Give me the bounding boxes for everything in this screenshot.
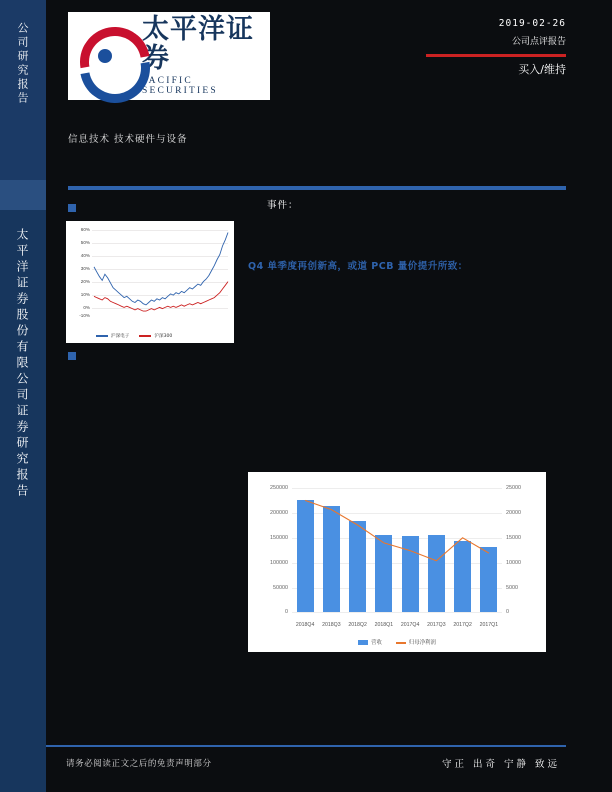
chart2-x-label: 2017Q3 (427, 622, 446, 628)
chart2-ytick-right-1: 5000 (506, 585, 518, 591)
sidebar-bottom-label: 太平洋证券股份有限公司证券研究报告 (15, 228, 29, 500)
chart2-x-label: 2018Q1 (374, 622, 394, 628)
chart2-legend (248, 638, 546, 646)
report-date: 2019-02-26 (498, 18, 566, 29)
chart2-bar (480, 547, 497, 613)
chart2-ytick-right-0: 0 (506, 609, 509, 615)
divider-blue-footer (46, 745, 566, 747)
chart1-legend-item-1: 沪深300 (139, 333, 172, 339)
chart1-ytick-6: 0% (83, 305, 90, 310)
chart2-ytick-left-0: 0 (285, 609, 288, 615)
chart2-legend-item-1: 归母净利润 (396, 638, 436, 646)
chart1-ytick-1: 50% (80, 240, 90, 245)
chart2-ytick-left-5: 250000 (270, 485, 288, 491)
left-sidebar (0, 0, 46, 792)
rating-badge: 买入/维持 (518, 63, 566, 76)
chart2-ytick-left-3: 150000 (270, 535, 288, 541)
chart2-bars (292, 484, 502, 612)
chart2-bar (323, 506, 340, 612)
chart2-legend-item-0: 营收 (358, 638, 382, 646)
chart2-x-label: 2017Q2 (453, 622, 472, 628)
chart2-x-label: 2018Q2 (348, 622, 367, 628)
chart2-ytick-left-2: 100000 (270, 560, 288, 566)
chart2-bar (402, 536, 419, 612)
chart2-bar (349, 521, 366, 612)
chart2-x-label: 2018Q3 (322, 622, 341, 628)
chart2-ytick-right-2: 10000 (506, 560, 521, 566)
chart1-ytick-0: 60% (80, 227, 90, 232)
divider-blue-top (68, 186, 566, 190)
chart2-bar (454, 541, 471, 612)
chart2-bar (375, 535, 392, 612)
chart1-ytick-5: 10% (80, 292, 90, 297)
chart2-x-label: 2018Q4 (295, 622, 315, 628)
chart1-ytick-3: 30% (80, 266, 90, 271)
chart2-ytick-right-4: 20000 (506, 510, 521, 516)
industry-label: 信息技术 技术硬件与设备 (68, 134, 188, 145)
chart2-bar (428, 535, 445, 612)
logo-chinese-name: 太平洋证券 (142, 14, 254, 74)
chart-revenue-profit (248, 472, 546, 652)
footer-slogan: 守正 出奇 宁静 致远 (441, 759, 560, 770)
section-bullet-1 (68, 204, 76, 212)
chart1-series-svg (66, 221, 234, 343)
chart1-ytick-2: 40% (80, 253, 90, 258)
chart2-ytick-right-3: 15000 (506, 535, 521, 541)
divider-red (426, 54, 566, 57)
chart2-ytick-right-5: 25000 (506, 485, 521, 491)
chart2-x-label: 2017Q4 (400, 622, 420, 628)
pacific-securities-mark-icon (76, 25, 136, 87)
chart2-ytick-left-1: 50000 (273, 585, 288, 591)
report-meta (426, 18, 566, 77)
chart2-x-categories (292, 622, 502, 628)
chart2-bar (297, 500, 314, 612)
chart2-x-label: 2017Q1 (479, 622, 499, 628)
report-kind: 公司点评报告 (511, 37, 566, 47)
sidebar-band-accent (0, 180, 46, 210)
sidebar-top-label: 公司研究报告 (16, 22, 29, 106)
logo-english-name: PACIFIC SECURITIES (142, 75, 218, 96)
section-bullet-2 (68, 352, 76, 360)
footer-disclaimer: 请务必阅读正文之后的免责声明部分 (66, 759, 212, 769)
chart1-legend-item-0: 沪深电子 (96, 333, 129, 339)
chart-relative-performance (66, 221, 234, 343)
chart1-ytick-7: -10% (79, 313, 90, 318)
chart2-ytick-left-4: 200000 (270, 510, 288, 516)
company-logo (68, 12, 270, 100)
key-highlight-text: Q4 单季度再创新高，或道 PCB 量价提升所致： (248, 261, 468, 272)
chart1-ytick-4: 20% (80, 279, 90, 284)
chart1-legend (96, 333, 172, 339)
event-heading: 事件： (267, 200, 299, 211)
